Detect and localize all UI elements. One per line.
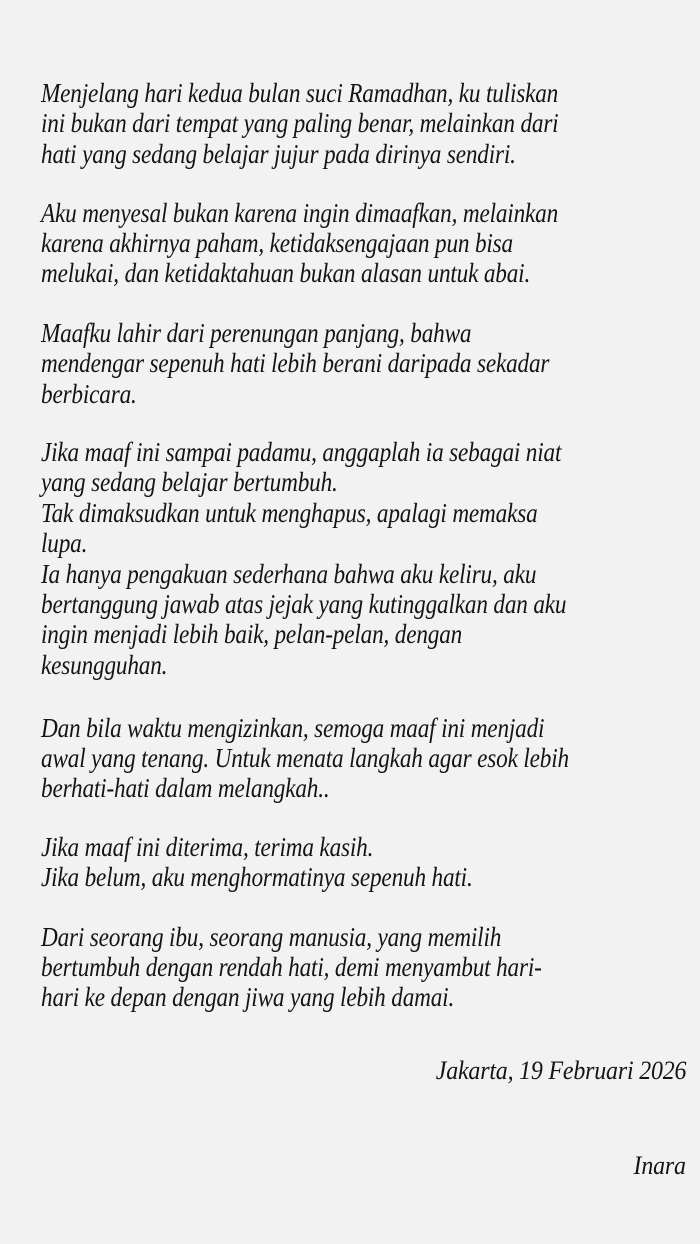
text-line: ingin menjadi lebih baik, pelan-pelan, dengan <box>41 619 463 649</box>
text-line: kesungguhan. <box>41 650 168 680</box>
text-line: karena akhirnya paham, ketidaksengajaan pun bisa <box>41 228 513 258</box>
text-line: Tak dimaksudkan untuk menghapus, apalagi memaksa <box>41 498 538 528</box>
text-line: Jika maaf ini diterima, terima kasih. <box>41 832 374 862</box>
signature: Inara <box>633 1151 686 1180</box>
text-line: hari ke depan dengan jiwa yang lebih damai. <box>41 982 455 1012</box>
text-line: Maafku lahir dari perenungan panjang, bahwa <box>41 318 472 348</box>
text-line: melukai, dan ketidaktahuan bukan alasan untuk abai. <box>41 258 531 288</box>
text-line: yang sedang belajar bertumbuh. <box>41 467 338 497</box>
place-date: Jakarta, 19 Februari 2026 <box>435 1056 686 1085</box>
text-line: lupa. <box>41 528 88 558</box>
text-line: bertanggung jawab atas jejak yang kutinggalkan dan aku <box>41 589 567 619</box>
text-line: Menjelang hari kedua bulan suci Ramadhan, ku tuliskan <box>41 78 559 108</box>
text-line: berhati-hati dalam melangkah.. <box>41 773 330 803</box>
text-line: ini bukan dari tempat yang paling benar, melainkan dari <box>41 108 559 138</box>
text-line: berbicara. <box>41 379 137 409</box>
text-line: bertumbuh dengan rendah hati, demi menyambut hari- <box>41 952 542 982</box>
text-line: Jika maaf ini sampai padamu, anggaplah ia sebagai niat <box>41 437 562 467</box>
text-line: awal yang tenang. Untuk menata langkah agar esok lebih <box>41 743 569 773</box>
text-line: Ia hanya pengakuan sederhana bahwa aku keliru, aku <box>41 559 537 589</box>
text-line: Aku menyesal bukan karena ingin dimaafkan, melainkan <box>41 198 559 228</box>
text-line: Dari seorang ibu, seorang manusia, yang memilih <box>41 922 502 952</box>
text-line: mendengar sepenuh hati lebih berani daripada sekadar <box>41 348 550 378</box>
text-line: Dan bila waktu mengizinkan, semoga maaf ini menjadi <box>41 713 545 743</box>
text-line: Jika belum, aku menghormatinya sepenuh hati. <box>41 862 473 892</box>
text-line: hati yang sedang belajar jujur pada dirinya sendiri. <box>41 139 516 169</box>
